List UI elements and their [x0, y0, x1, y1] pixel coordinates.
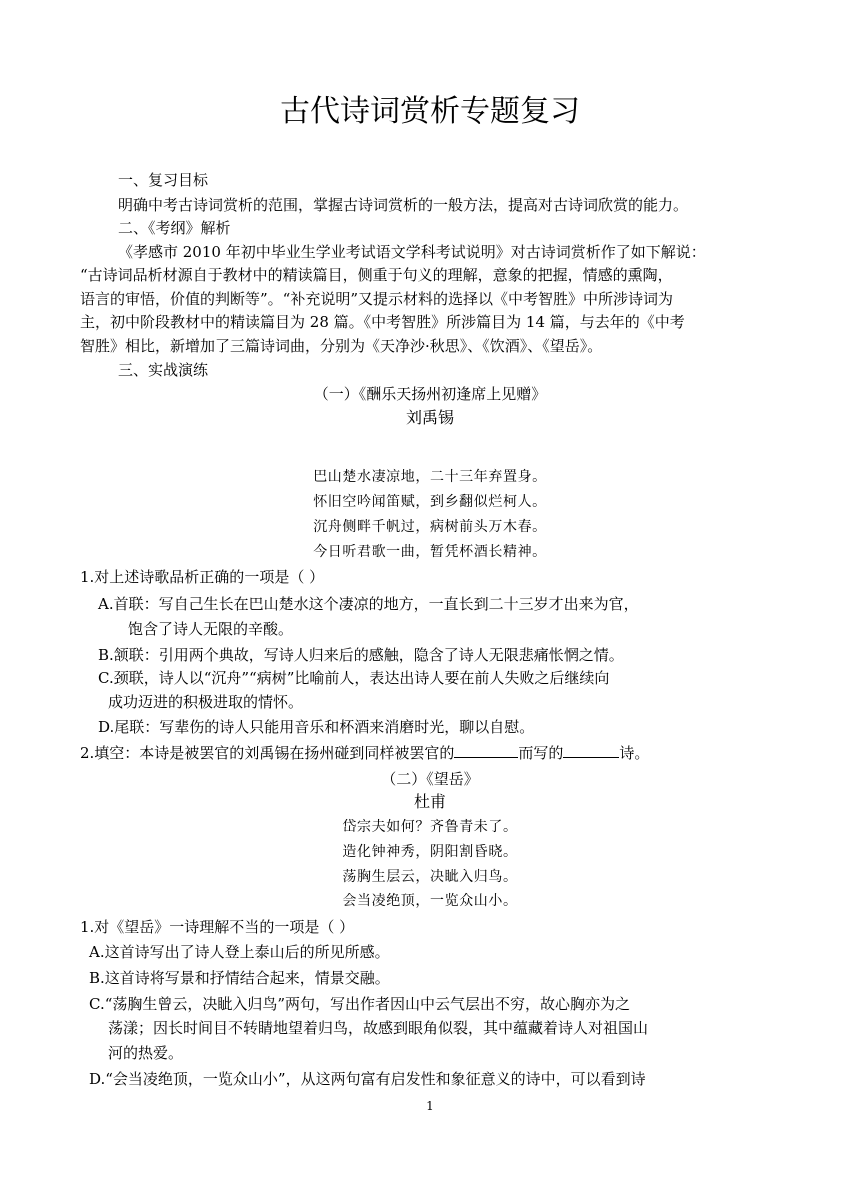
poem1-q2-part2: 而写的: [518, 744, 564, 762]
section2-line: 语言的审悟，价值的判断等”。“补充说明”又提示材料的选择以《中考智胜》中所涉诗词为: [80, 290, 674, 308]
section1-heading: 一、复习目标: [118, 171, 209, 189]
section2-line: 《孝感市 2010 年初中毕业生学业考试语文学科考试说明》对古诗词赏析作了如下解说：: [118, 243, 706, 261]
section2-heading: 二、《考纲》解析: [118, 219, 231, 237]
poem1-line: 沉舟侧畔千帆过，病树前头万木春。: [313, 519, 547, 535]
poem2-title: （二）《望岳》: [381, 770, 479, 788]
poem2-author: 杜甫: [413, 792, 446, 811]
poem2-q1-option-c: C.“荡胸生曾云，决眦入归鸟”两句，写出作者因山中云气层出不穷，故心胸亦为之: [89, 995, 631, 1013]
poem2-q1-option-d: D.“会当凌绝顶，一览众山小”，从这两句富有启发性和象征意义的诗中，可以看到诗: [89, 1070, 646, 1088]
poem1-q1-option-c-cont: 成功迈进的积极进取的情怀。: [108, 693, 304, 711]
poem2-line: 造化钟神秀，阴阳割昏晓。: [342, 844, 518, 860]
poem1-q1-stem: 1.对上述诗歌品析正确的一项是（ ）: [80, 568, 325, 586]
section2-line: “古诗词品析材源自于教材中的精读篇目，侧重于句义的理解，意象的把握，情感的熏陶，: [80, 266, 673, 284]
poem1-q1-option-a-cont: 饱含了诗人无限的辛酸。: [128, 620, 294, 638]
document-title: 古代诗词赏析专题复习: [280, 94, 580, 129]
poem1-q2-blank-2[interactable]: [563, 743, 619, 758]
poem2-q1-option-c-cont: 荡漾；因长时间目不转睛地望着归鸟，故感到眼角似裂，其中蕴藏着诗人对祖国山: [108, 1019, 649, 1037]
poem1-q2: [80, 743, 649, 763]
poem1-q1-option-b: B.颔联：引用两个典故，写诗人归来后的感触，隐含了诗人无限悲痛怅惘之情。: [98, 646, 624, 664]
poem1-q1-option-d: D.尾联：写辈伤的诗人只能用音乐和杯酒来消磨时光，聊以自慰。: [98, 718, 535, 736]
poem1-line: 怀旧空吟闻笛赋，到乡翻似烂柯人。: [313, 494, 547, 510]
poem2-line: 会当凌绝顶，一览众山小。: [342, 893, 518, 909]
poem1-q1-option-a: A.首联：写自己生长在巴山楚水这个凄凉的地方，一直长到二十三岁才出来为官，: [98, 595, 639, 613]
poem2-q1-stem: 1.对《望岳》一诗理解不当的一项是（ ）: [80, 918, 355, 936]
poem2-q1-option-b: B.这首诗将写景和抒情结合起来，情景交融。: [89, 969, 390, 987]
poem2-q1-option-a: A.这首诗写出了诗人登上泰山后的所见所感。: [89, 943, 390, 961]
poem1-q2-part1: 2.填空：本诗是被罢官的刘禹锡在扬州碰到同样被罢官的: [80, 744, 455, 762]
section3-heading: 三、实战演练: [118, 361, 209, 379]
poem2-line: 岱宗夫如何？齐鲁青未了。: [342, 819, 518, 835]
poem1-author: 刘禹锡: [405, 408, 454, 427]
section1-text: 明确中考古诗词赏析的范围，掌握古诗词赏析的一般方法，提高对古诗词欣赏的能力。: [118, 196, 689, 214]
poem1-line: 巴山楚水凄凉地，二十三年弃置身。: [313, 469, 547, 485]
poem2-line: 荡胸生层云，决眦入归鸟。: [342, 869, 518, 885]
poem1-q1-option-c: C.颈联，诗人以“沉舟”“病树”比喻前人，表达出诗人要在前人失败之后继续向: [98, 669, 610, 687]
section2-line: 智胜》相比，新增加了三篇诗词曲，分别为《天净沙·秋思》、《饮酒》、《望岳》。: [80, 337, 603, 355]
page-number: 1: [426, 1099, 434, 1113]
poem1-line: 今日听君歌一曲，暂凭杯酒长精神。: [313, 544, 547, 560]
poem1-q2-blank-1[interactable]: [454, 743, 518, 758]
poem1-title: （一）《酬乐天扬州初逢席上见赠》: [313, 385, 547, 403]
section2-line: 主，初中阶段教材中的精读篇目为 28 篇。《中考智胜》所涉篇目为 14 篇，与去年的《中考: [80, 313, 685, 331]
poem1-q2-part3: 诗。: [619, 744, 650, 762]
poem2-q1-option-c-cont: 河的热爱。: [108, 1044, 184, 1062]
